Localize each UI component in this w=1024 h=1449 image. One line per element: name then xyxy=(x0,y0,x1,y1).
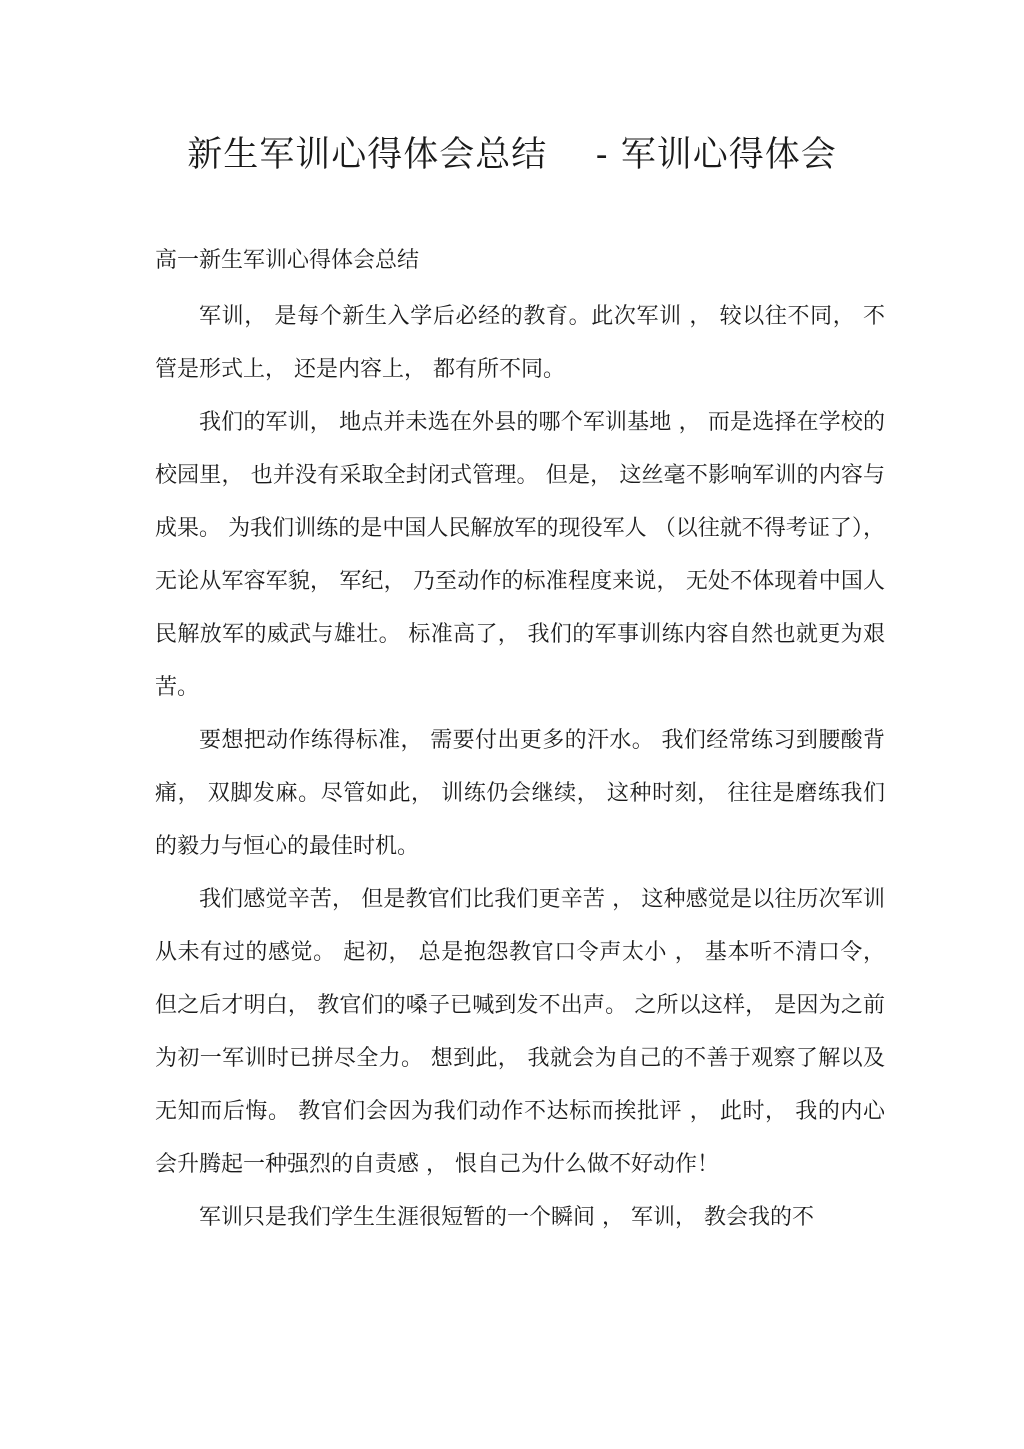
document-title: 新生军训心得体会总结 - 军训心得体会 xyxy=(187,135,837,175)
paragraph: 要想把动作练得标准， 需要付出更多的汗水。 我们经常练习到腰酸背痛， 双脚发麻。尽管如此， 训练仍会继续， 这种时刻， 往往是磨练我们的毅力与恒心的最佳时机。 xyxy=(155,728,885,859)
document-body xyxy=(155,290,885,1244)
paragraph: 军训只是我们学生生涯很短暂的一个瞬间 ， 军训， 教会我的不 xyxy=(199,1205,814,1230)
paragraph: 我们的军训， 地点并未选在外县的哪个军训基地 ， 而是选择在学校的校园里， 也并没有采取全封闭式管理。 但是， 这丝毫不影响军训的内容与成果。 为我们训练的是中国人民解放军的现役军人 （以往就不得考证了）， 无论从军容军貌， 军纪， 乃至动作的标准程度来说， 无处不体现着中国人民解放军的威武与雄壮。 标准高了， 我们的军事训练内容自然也就更为艰苦。 xyxy=(155,410,885,700)
paragraph: 军训， 是每个新生入学后必经的教育。此次军训 ， 较以往不同， 不管是形式上， 还是内容上， 都有所不同。 xyxy=(155,304,885,382)
paragraph: 我们感觉辛苦， 但是教官们比我们更辛苦 ， 这种感觉是以往历次军训从未有过的感觉。 起初， 总是抱怨教官口令声太小 ， 基本听不清口令， 但之后才明白， 教官们的嗓子已喊到发不出声。 之所以这样， 是因为之前为初一军训时已拼尽全力。 想到此， 我就会为自己的不善于观察了解以及无知而后悔。 教官们会因为我们动作不达标而挨批评 ， 此时， 我的内心会升腾起一种强烈的自责感 ， 恨自己为什么做不好动作！ xyxy=(155,887,885,1177)
document-subtitle: 高一新生军训心得体会总结 xyxy=(155,248,420,273)
